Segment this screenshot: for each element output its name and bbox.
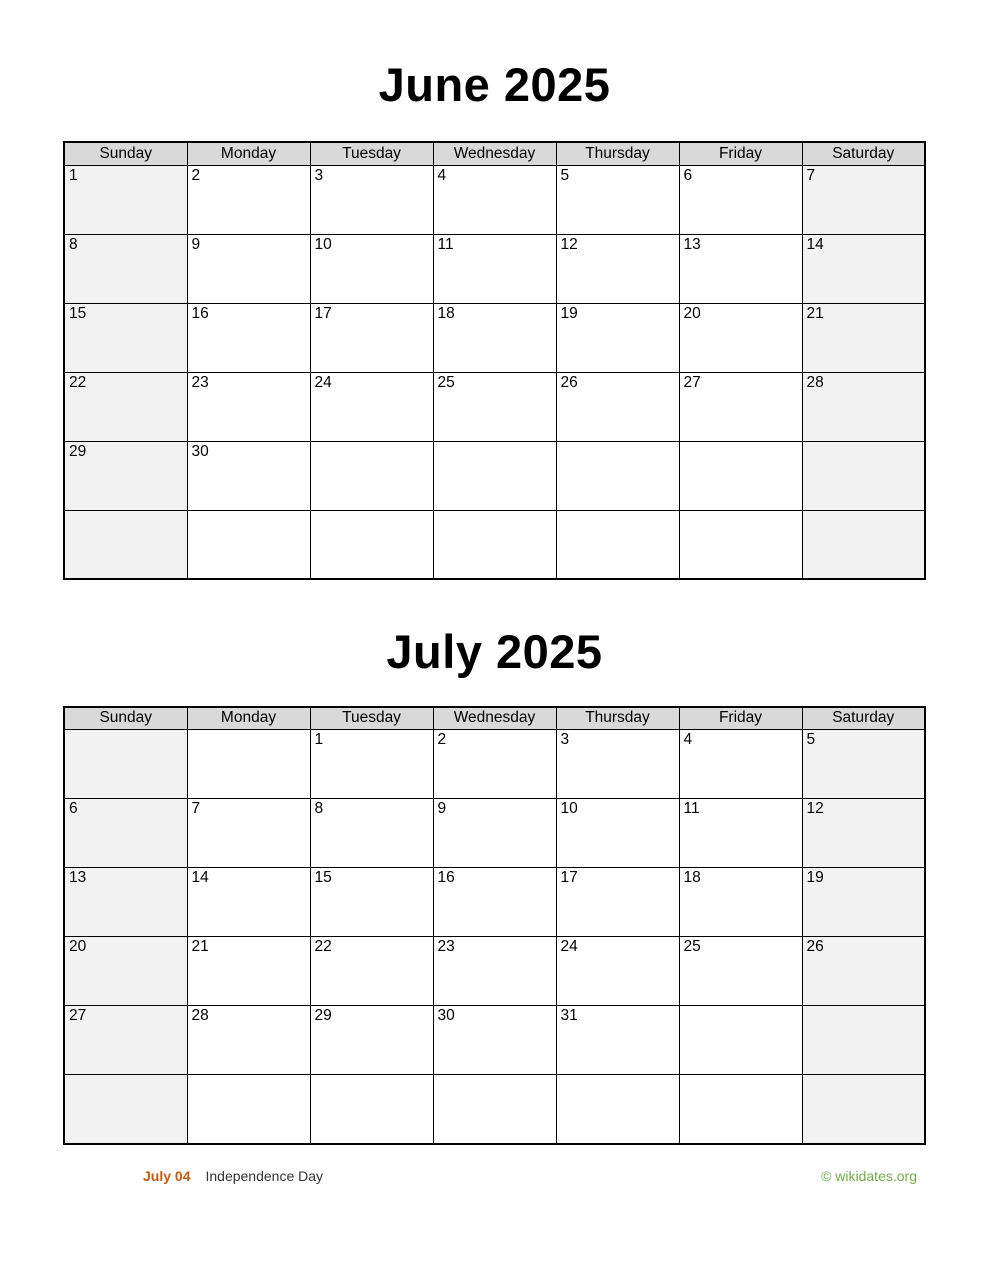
day-cell: 15: [64, 303, 187, 372]
day-cell: 22: [310, 937, 433, 1006]
day-cell: 27: [64, 1006, 187, 1075]
week-row: [64, 799, 925, 868]
day-cell: 30: [433, 1006, 556, 1075]
day-cell: 13: [679, 234, 802, 303]
weekday-header: Wednesday: [433, 142, 556, 165]
day-cell: 23: [187, 372, 310, 441]
weekday-header: Friday: [679, 142, 802, 165]
day-cell: [802, 441, 925, 510]
day-cell: [679, 510, 802, 579]
week-row: [64, 234, 925, 303]
day-cell: 10: [556, 799, 679, 868]
day-cell: [679, 1075, 802, 1144]
footer: [63, 1168, 926, 1184]
day-cell: 16: [433, 868, 556, 937]
weekday-header: Monday: [187, 707, 310, 730]
day-cell: 23: [433, 937, 556, 1006]
day-cell: [433, 1075, 556, 1144]
day-cell: 22: [64, 372, 187, 441]
july-calendar: [63, 706, 926, 1145]
day-cell: 26: [556, 372, 679, 441]
day-cell: 1: [310, 730, 433, 799]
day-cell: 6: [679, 165, 802, 234]
day-cell: 11: [679, 799, 802, 868]
day-cell: 9: [433, 799, 556, 868]
day-cell: 4: [679, 730, 802, 799]
week-row: [64, 510, 925, 579]
weekday-header: Friday: [679, 707, 802, 730]
weekday-header: Sunday: [64, 142, 187, 165]
day-cell: 18: [433, 303, 556, 372]
day-cell: [187, 1075, 310, 1144]
day-cell: 4: [433, 165, 556, 234]
week-row: [64, 937, 925, 1006]
weekday-header: Saturday: [802, 142, 925, 165]
day-cell: [310, 510, 433, 579]
day-cell: 11: [433, 234, 556, 303]
day-cell: 24: [556, 937, 679, 1006]
day-cell: 9: [187, 234, 310, 303]
week-row: [64, 303, 925, 372]
day-cell: 7: [187, 799, 310, 868]
weekday-header: Thursday: [556, 142, 679, 165]
weekday-header: Thursday: [556, 707, 679, 730]
day-cell: [556, 510, 679, 579]
day-cell: 10: [310, 234, 433, 303]
day-cell: 16: [187, 303, 310, 372]
day-cell: 1: [64, 165, 187, 234]
day-cell: 21: [187, 937, 310, 1006]
day-cell: 19: [802, 868, 925, 937]
weekday-header-row: [64, 707, 925, 730]
week-row: [64, 730, 925, 799]
day-cell: 8: [64, 234, 187, 303]
week-row: [64, 441, 925, 510]
july-title: July 2025: [386, 625, 603, 679]
day-cell: 17: [310, 303, 433, 372]
day-cell: [802, 510, 925, 579]
week-row: [64, 1075, 925, 1144]
day-cell: 12: [802, 799, 925, 868]
copyright: © wikidates.org: [821, 1167, 917, 1184]
day-cell: 26: [802, 937, 925, 1006]
day-cell: [679, 1006, 802, 1075]
day-cell: 30: [187, 441, 310, 510]
day-cell: [433, 510, 556, 579]
day-cell: 28: [802, 372, 925, 441]
day-cell: [433, 441, 556, 510]
day-cell: [802, 1075, 925, 1144]
day-cell: 2: [187, 165, 310, 234]
day-cell: [802, 1006, 925, 1075]
holiday-name: Independence Day: [205, 1167, 324, 1184]
weekday-header: Monday: [187, 142, 310, 165]
day-cell: 14: [187, 868, 310, 937]
day-cell: [64, 730, 187, 799]
day-cell: 12: [556, 234, 679, 303]
week-row: [64, 1006, 925, 1075]
day-cell: 2: [433, 730, 556, 799]
day-cell: 27: [679, 372, 802, 441]
weekday-header: Sunday: [64, 707, 187, 730]
day-cell: 24: [310, 372, 433, 441]
day-cell: 6: [64, 799, 187, 868]
day-cell: 13: [64, 868, 187, 937]
day-cell: 14: [802, 234, 925, 303]
weekday-header: Tuesday: [310, 142, 433, 165]
june-calendar: [63, 141, 926, 580]
day-cell: 29: [64, 441, 187, 510]
weekday-header: Tuesday: [310, 707, 433, 730]
week-row: [64, 868, 925, 937]
day-cell: [64, 510, 187, 579]
day-cell: 20: [679, 303, 802, 372]
weekday-header-row: [64, 142, 925, 165]
holiday-date: July 04: [143, 1167, 191, 1184]
day-cell: 20: [64, 937, 187, 1006]
weekday-header: Wednesday: [433, 707, 556, 730]
day-cell: 25: [433, 372, 556, 441]
day-cell: 15: [310, 868, 433, 937]
holiday-legend: [143, 1168, 323, 1184]
day-cell: [187, 510, 310, 579]
day-cell: [64, 1075, 187, 1144]
week-row: [64, 165, 925, 234]
weekday-header: Saturday: [802, 707, 925, 730]
day-cell: [310, 441, 433, 510]
day-cell: [556, 441, 679, 510]
june-title: June 2025: [378, 58, 611, 111]
day-cell: [187, 730, 310, 799]
day-cell: 3: [310, 165, 433, 234]
day-cell: [679, 441, 802, 510]
day-cell: 21: [802, 303, 925, 372]
day-cell: 25: [679, 937, 802, 1006]
day-cell: 5: [802, 730, 925, 799]
day-cell: [556, 1075, 679, 1144]
day-cell: 7: [802, 165, 925, 234]
day-cell: 3: [556, 730, 679, 799]
week-row: [64, 372, 925, 441]
day-cell: 28: [187, 1006, 310, 1075]
day-cell: 29: [310, 1006, 433, 1075]
day-cell: 5: [556, 165, 679, 234]
day-cell: 31: [556, 1006, 679, 1075]
day-cell: [310, 1075, 433, 1144]
day-cell: 8: [310, 799, 433, 868]
day-cell: 19: [556, 303, 679, 372]
day-cell: 18: [679, 868, 802, 937]
day-cell: 17: [556, 868, 679, 937]
